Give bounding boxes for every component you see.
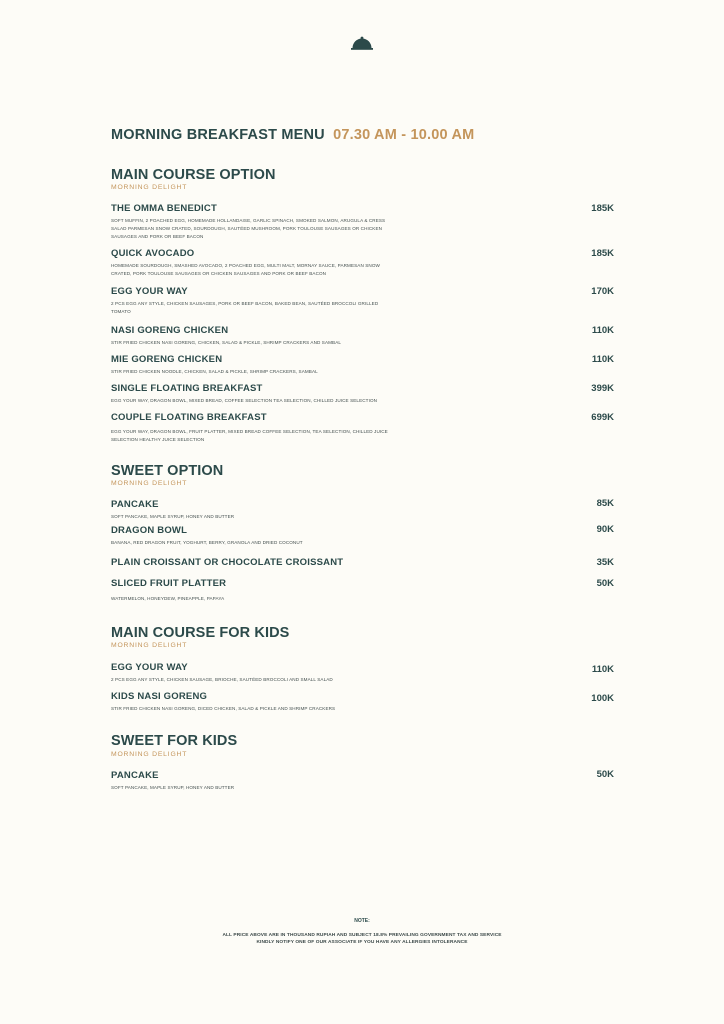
item-name: SLICED FRUIT PLATTER: [111, 578, 227, 589]
item-price: 185K: [591, 248, 614, 259]
section-subtitle: MORNING DELIGHT: [111, 642, 188, 649]
page-title: [111, 127, 474, 143]
allergy-note: KINDLY NOTIFY ONE OF OUR ASSOCIATE IF YOU HAVE ANY ALLERGIES INTOLERANCE: [256, 940, 468, 945]
item-price: 110K: [591, 325, 614, 336]
item-price: 110K: [591, 664, 614, 675]
item-description: EGG YOUR WAY, DRAGON BOWL, MIXED BREAD, COFFEE SELECTION TEA SELECTION, CHILLED JUICE SELECTION: [111, 398, 378, 403]
item-price: 35K: [596, 557, 614, 568]
item-description: 2 PCS EGG ANY STYLE, CHICKEN SAUSAGES, PORK OR BEEF BACON, BAKED BEAN, SAUTÉED BROCCOLI GRILLED TOMATO: [111, 301, 379, 315]
item-description: SOFT PANCAKE, MAPLE SYRUP, HONEY AND BUTTER: [111, 514, 235, 519]
item-price: 110K: [591, 354, 614, 365]
section-title-main-course: MAIN COURSE OPTION: [111, 167, 276, 183]
item-price: 699K: [591, 412, 614, 423]
item-name: PANCAKE: [111, 770, 159, 781]
item-name: SINGLE FLOATING BREAKFAST: [111, 383, 263, 394]
item-name: THE OMMA BENEDICT: [111, 203, 217, 214]
item-description: WATERMELON, HONEYDEW, PINEAPPLE, PAPAYA: [111, 596, 225, 601]
item-name: COUPLE FLOATING BREAKFAST: [111, 412, 267, 423]
item-name: KIDS NASI GORENG: [111, 691, 208, 702]
item-name: NASI GORENG CHICKEN: [111, 325, 229, 336]
item-price: 100K: [591, 693, 614, 704]
section-title-kids-main: MAIN COURSE FOR KIDS: [111, 625, 290, 641]
item-name: QUICK AVOCADO: [111, 248, 195, 259]
item-description: SOFT MUFFIN, 2 POACHED EGG, HOMEMADE HOLLANDAISE, GARLIC SPINACH, SMOKED SALMON, ARUGULA & CRESS SALAD PARMESAN SNOW CRATED, SOURDOUGH, SAUTÉED MUSHROOM, PORK TOULOUSE SAUSAGES OR CHICKEN SAUSAGES AND PORK OR BEEF BACON: [111, 218, 386, 240]
item-description: BANANA, RED DRAGON FRUIT, YOGHURT, BERRY, GRANOLA AND DRIED COCONUT: [111, 540, 303, 545]
item-name: PANCAKE: [111, 499, 159, 510]
item-description: HOMEMADE SOURDOUGH, SMASHED AVOCADO, 2 POACHED EGG, MULTI MALT, MORNAY SAUCE, PARMESAN SNOW CRATED, PORK TOULOUSE SAUSAGES OR CHICKEN SAUSAGES AND PORK OR BEEF BACON: [111, 263, 380, 277]
service-hours: 07.30 AM - 10.00 AM: [333, 127, 475, 143]
item-price: 85K: [596, 498, 614, 509]
tax-note: ALL PRICE ABOVE ARE IN THOUSAND RUPIAH AND SUBJECT 18.8% PREVAILING GOVERNMENT TAX AND SERVICE: [222, 933, 502, 938]
item-price: 399K: [591, 383, 614, 394]
item-description: STIR FRIED CHICKEN NASI GORENG, CHICKEN, SALAD & PICKLE, SHRIMP CRACKERS AND SAMBAL: [111, 340, 342, 345]
item-name: MIE GORENG CHICKEN: [111, 354, 223, 365]
item-description: STIR FRIED CHICKEN NOODLE, CHICKEN, SALAD & PICKLE, SHRIMP CRACKERS, SAMBAL: [111, 369, 318, 374]
item-name: DRAGON BOWL: [111, 525, 188, 536]
item-price: 170K: [591, 286, 614, 297]
item-description: STIR FRIED CHICKEN NASI GORENG, DICED CHICKEN, SALAD & PICKLE AND SHRIMP CRACKERS: [111, 706, 336, 711]
section-subtitle: MORNING DELIGHT: [111, 184, 188, 191]
item-price: 185K: [591, 203, 614, 214]
section-title-sweet-option: SWEET OPTION: [111, 463, 224, 479]
item-name: EGG YOUR WAY: [111, 286, 188, 297]
section-subtitle: MORNING DELIGHT: [111, 480, 188, 487]
item-description: SOFT PANCAKE, MAPLE SYRUP, HONEY AND BUTTER: [111, 785, 235, 790]
cloche-icon: [351, 36, 373, 50]
item-name: PLAIN CROISSANT OR CHOCOLATE CROISSANT: [111, 557, 344, 568]
section-title-kids-sweet: SWEET FOR KIDS: [111, 733, 238, 749]
note-label: NOTE:: [354, 918, 370, 924]
item-description: EGG YOUR WAY, DRAGON BOWL, FRUIT PLATTER, MIXED BREAD COFFEE SELECTION, TEA SELECTION, CHILLED JUICE SELECTION HEALTHY JUICE SELECTION: [111, 429, 388, 443]
item-description: 2 PCS EGG ANY STYLE, CHICKEN SAUSAGE, BRIOCHE, SAUTÉED BROCCOLI AND SMALL SALAD: [111, 677, 333, 682]
item-name: EGG YOUR WAY: [111, 662, 188, 673]
item-price: 90K: [596, 524, 614, 535]
item-price: 50K: [596, 769, 614, 780]
section-subtitle: MORNING DELIGHT: [111, 751, 188, 758]
item-price: 50K: [596, 578, 614, 589]
menu-title: MORNING BREAKFAST MENU: [111, 127, 325, 143]
